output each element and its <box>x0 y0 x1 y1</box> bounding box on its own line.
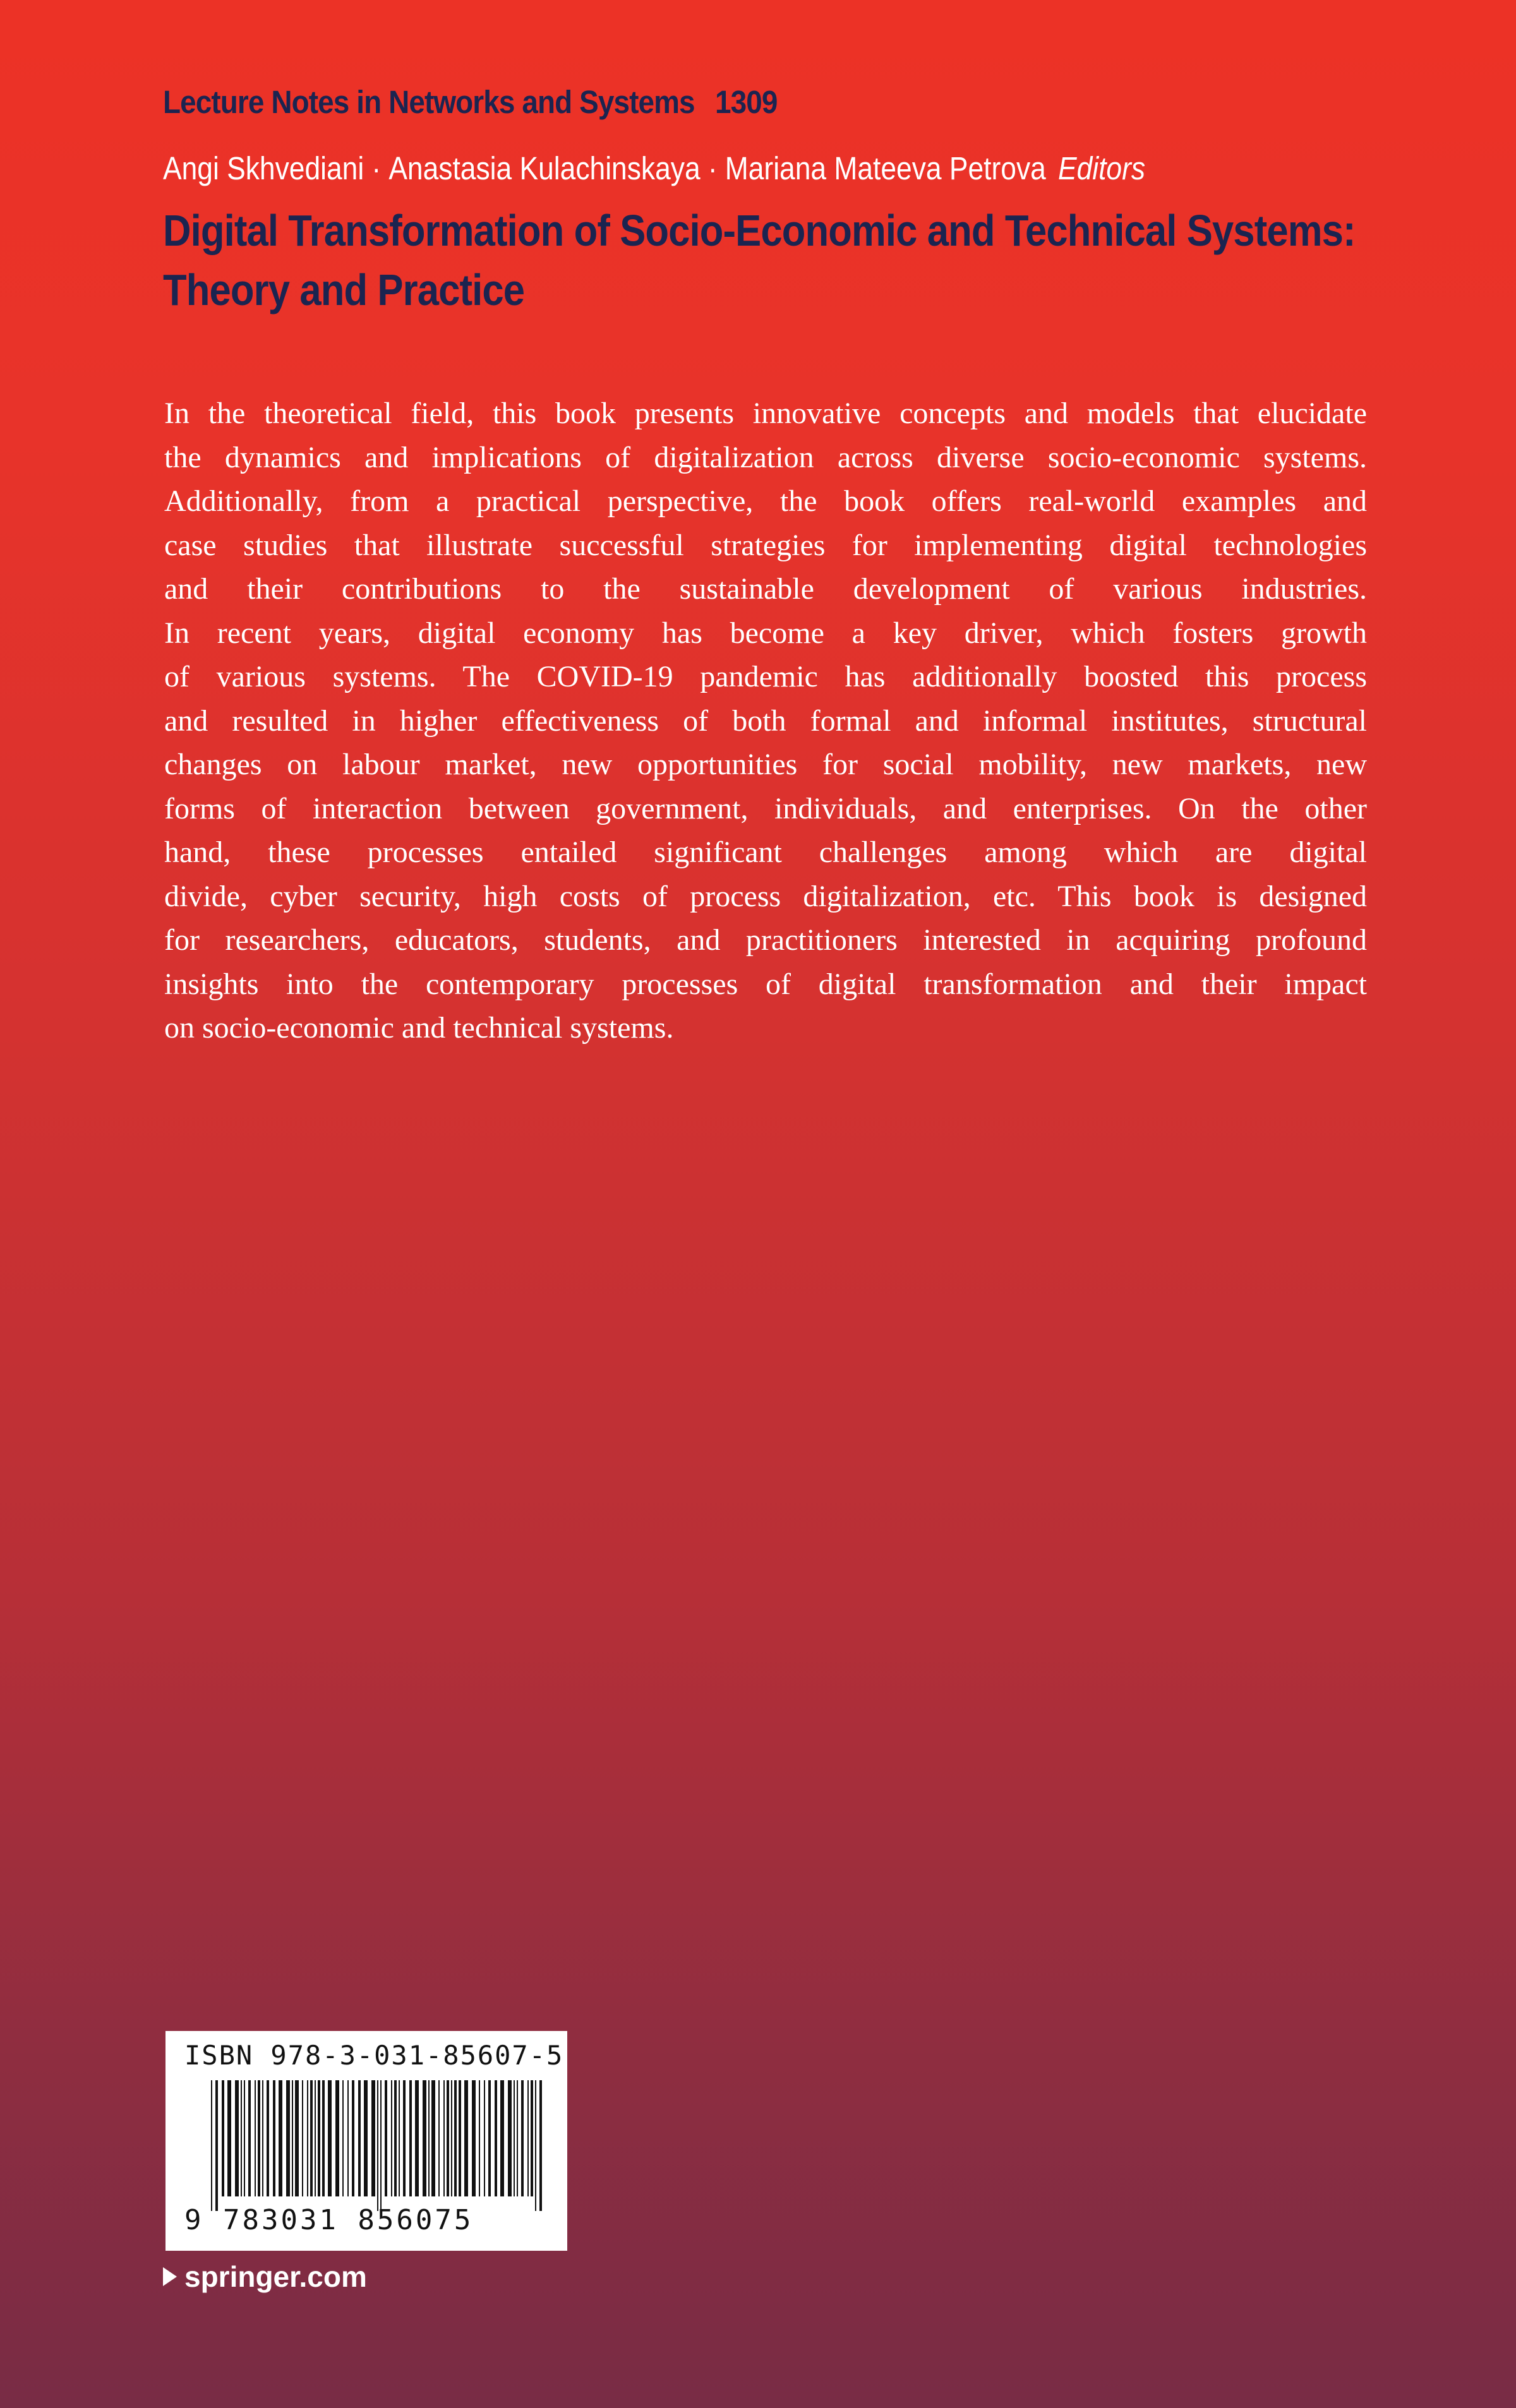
barcode-bar <box>335 2080 339 2196</box>
book-title <box>163 201 1441 320</box>
barcode-bar <box>295 2080 299 2196</box>
barcode-bar <box>443 2080 445 2196</box>
description-line: changes on labour market, new opportunities for social mobility, new markets, new <box>164 748 1367 781</box>
barcode-bar <box>255 2080 256 2196</box>
publisher-url: springer.com <box>184 2260 367 2293</box>
barcode-bar <box>262 2080 263 2196</box>
barcode-bar <box>267 2080 269 2196</box>
barcode-bar <box>302 2080 303 2196</box>
barcode-bar <box>385 2080 387 2196</box>
barcode-bar <box>211 2080 212 2211</box>
barcode-bar <box>484 2080 485 2196</box>
description-line: In recent years, digital economy has become a key driver, which fosters growth <box>164 616 1367 650</box>
description-line: and resulted in higher effectiveness of both formal and informal institutes, structural <box>164 704 1367 738</box>
editor-name: Angi Skhvediani <box>163 150 364 186</box>
barcode-bar <box>307 2080 308 2196</box>
barcode-bar <box>464 2080 468 2196</box>
barcode-bar <box>248 2080 251 2196</box>
isbn-label: ISBN 978-3-031-85607-5 <box>184 2040 564 2071</box>
barcode-bar <box>241 2080 242 2196</box>
description-line: of various systems. The COVID-19 pandemic has additionally boosted this process <box>164 660 1367 693</box>
barcode-bar <box>310 2080 313 2196</box>
barcode-bar <box>508 2080 512 2196</box>
barcode-bar <box>315 2080 316 2196</box>
barcode-bar <box>454 2080 457 2196</box>
barcode-bar <box>394 2080 397 2196</box>
barcode-bar <box>451 2080 452 2196</box>
barcode-bar <box>391 2080 392 2196</box>
barcode-bar <box>352 2080 354 2196</box>
barcode-bar <box>535 2080 536 2211</box>
barcode-bar <box>527 2080 529 2196</box>
barcode-bar <box>438 2080 440 2196</box>
series-number: 1309 <box>715 84 778 120</box>
barcode-bar <box>292 2080 293 2196</box>
description-line: hand, these processes entailed significant challenges among which are digital <box>164 836 1367 869</box>
barcode-bar <box>479 2080 480 2196</box>
barcode-bar <box>488 2080 491 2196</box>
description-line: In the theoretical field, this book presents innovative concepts and models that elucidate <box>164 397 1367 430</box>
barcode-digits: 9 783031 856075 <box>184 2204 474 2236</box>
barcode-bar <box>514 2080 515 2196</box>
editors-role: Editors <box>1057 150 1146 186</box>
description-line: case studies that illustrate successful strategies for implementing digital technologies <box>164 528 1367 562</box>
editor-name: Anastasia Kulachinskaya <box>388 150 701 186</box>
series-heading <box>163 83 778 121</box>
barcode-bar <box>428 2080 430 2196</box>
barcode-bar <box>364 2080 368 2196</box>
barcode-bar <box>399 2080 400 2196</box>
barcode-bar <box>328 2080 332 2196</box>
barcode-bar <box>227 2080 231 2196</box>
barcode-bar <box>258 2080 260 2196</box>
book-title-line: Theory and Practice <box>163 265 525 314</box>
editor-separator: · <box>707 150 718 186</box>
description-line: divide, cyber security, high costs of process digitalization, etc. This book is designed <box>164 879 1367 913</box>
description-line: insights into the contemporary processes of digital transformation and their impact <box>164 967 1367 1001</box>
barcode-bar <box>403 2080 406 2196</box>
barcode-bar <box>279 2080 282 2196</box>
description-line: Additionally, from a practical perspective, the book offers real-world examples and <box>164 484 1367 518</box>
barcode-bar <box>521 2080 524 2196</box>
barcode-bar <box>415 2080 419 2196</box>
description-line: the dynamics and implications of digitalization across diverse socio-economic systems. <box>164 440 1367 474</box>
editors-line <box>163 150 1145 187</box>
arrow-right-icon <box>163 2267 177 2286</box>
barcode-bar <box>358 2080 361 2196</box>
description-line: for researchers, educators, students, and practitioners interested in acquiring profound <box>164 923 1367 957</box>
barcode-bar <box>215 2080 218 2211</box>
publisher-link[interactable] <box>163 2260 367 2294</box>
barcode-bar <box>235 2080 239 2196</box>
barcode-bar <box>447 2080 449 2196</box>
editor-separator: · <box>371 150 382 186</box>
barcode-bar <box>431 2080 435 2196</box>
barcode-bar <box>495 2080 497 2196</box>
book-title-line: Digital Transformation of Socio-Economic and Technical Systems: <box>163 206 1356 255</box>
barcode-bar <box>371 2080 375 2196</box>
barcode-bar <box>286 2080 290 2196</box>
barcode-bar <box>409 2080 412 2196</box>
barcode-bar <box>322 2080 325 2196</box>
barcode-bar <box>273 2080 275 2196</box>
barcode-bar <box>377 2080 378 2211</box>
barcode-bar <box>342 2080 344 2196</box>
barcode-bar <box>318 2080 320 2196</box>
isbn-barcode-box <box>165 2031 567 2251</box>
barcode-bar <box>517 2080 518 2196</box>
editor-name: Mariana Mateeva Petrova <box>725 150 1046 186</box>
barcode-bar <box>459 2080 461 2196</box>
description-line: on socio-economic and technical systems. <box>164 1011 674 1045</box>
barcode-bar <box>380 2080 382 2211</box>
barcode-bar <box>539 2080 542 2211</box>
barcode-bar <box>472 2080 476 2196</box>
barcode-bar <box>222 2080 224 2196</box>
barcode-bar <box>244 2080 245 2196</box>
barcode-bar <box>423 2080 426 2196</box>
book-description <box>164 392 1367 1050</box>
barcode-bar <box>531 2080 533 2196</box>
description-line: forms of interaction between government, individuals, and enterprises. On the other <box>164 791 1367 825</box>
barcode-bar <box>347 2080 349 2196</box>
series-name: Lecture Notes in Networks and Systems <box>163 84 695 120</box>
barcode-bar <box>500 2080 504 2196</box>
description-line: and their contributions to the sustainable development of various industries. <box>164 572 1367 606</box>
